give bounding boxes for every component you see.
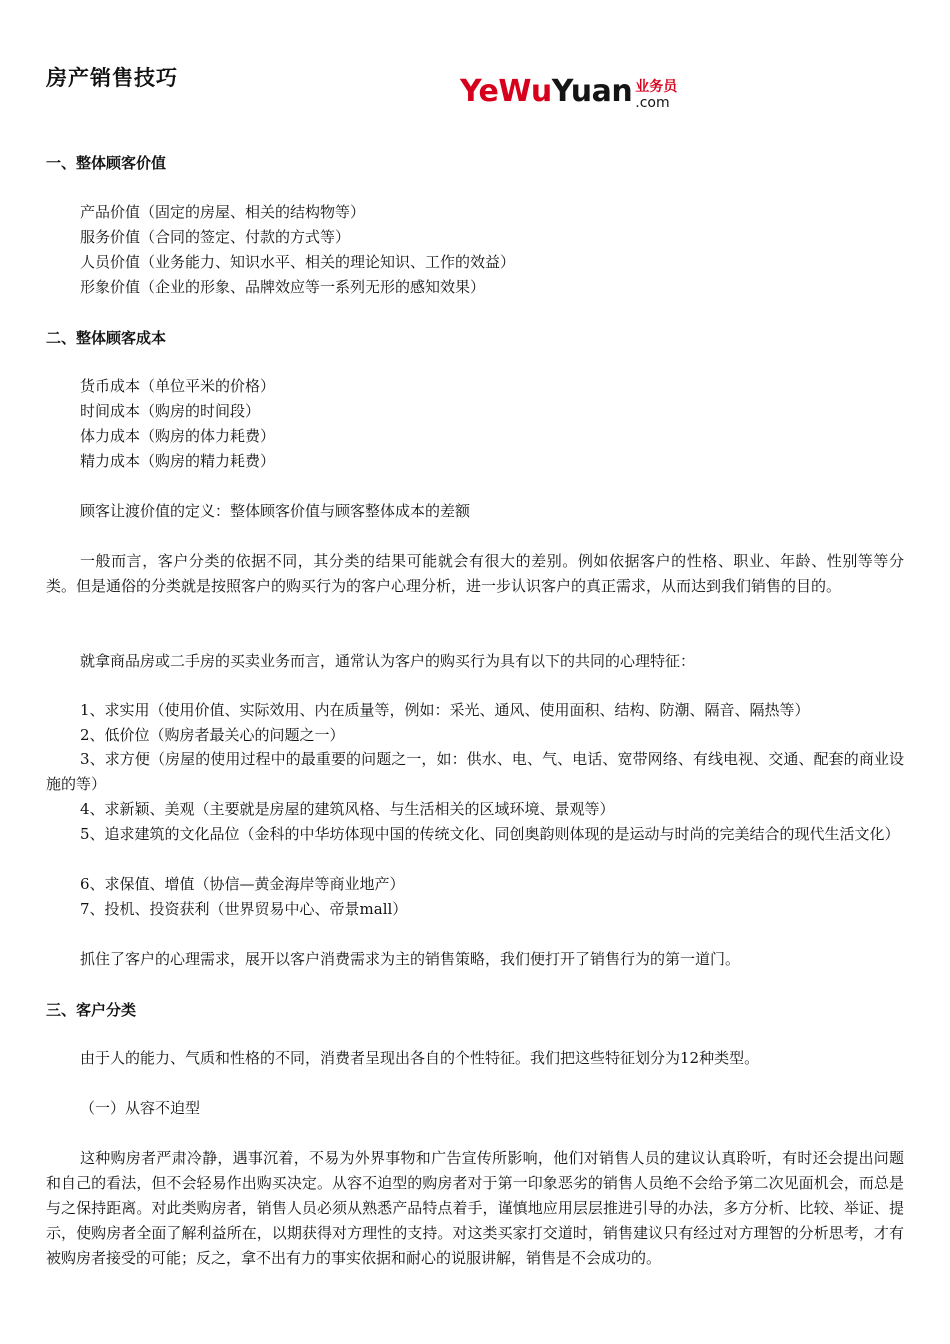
subheading-1: （一）从容不迫型 <box>80 1099 201 1117</box>
list-item: 1、求实用（使用价值、实际效用、内在质量等，例如：采光、通风、使用面积、结构、防潮、隔音、隔热等） <box>80 701 810 719</box>
logo-side <box>635 79 677 111</box>
value-item: 产品价值（固定的房屋、相关的结构物等） <box>80 203 366 221</box>
definition-text: 顾客让渡价值的定义：整体顾客价值与顾客整体成本的差额 <box>80 502 471 520</box>
logo-wordmark <box>460 74 632 110</box>
list-item: 7、投机、投资获利（世界贸易中心、帝景mall） <box>80 900 408 918</box>
page-title: 房产销售技巧 <box>46 66 178 90</box>
value-item: 形象价值（企业的形象、品牌效应等一系列无形的感知效果） <box>80 278 486 296</box>
value-item: 人员价值（业务能力、知识水平、相关的理论知识、工作的效益） <box>80 253 516 271</box>
paragraph-intro: 由于人的能力、气质和性格的不同，消费者呈现出各自的个性特征。我们把这些特征划分为12种类型。 <box>80 1049 760 1067</box>
yewuyuan-logo <box>460 74 677 118</box>
paragraph-classification: 一般而言，客户分类的依据不同，其分类的结果可能就会有很大的差别。例如依据客户的性格、职业、年龄、性别等等分类。但是通俗的分类就是按照客户的购买行为的客户心理分析，进一步认识客户的真正需求，从而达到我们销售的目的。 <box>46 552 904 595</box>
list-item: 3、求方便（房屋的使用过程中的最重要的问题之一，如：供水、电、气、电话、宽带网络、有线电视、交通、配套的商业设施的等） <box>46 750 904 793</box>
section-heading-1: 一、整体顾客价值 <box>46 154 167 172</box>
section-heading-3: 三、客户分类 <box>46 1001 137 1019</box>
paragraph-psychology: 就拿商品房或二手房的买卖业务而言，通常认为客户的购买行为具有以下的共同的心理特征： <box>80 652 696 670</box>
cost-item: 体力成本（购房的体力耗费） <box>80 427 276 445</box>
logo-com: .com <box>635 95 670 111</box>
list-item: 4、求新颖、美观（主要就是房屋的建筑风格、与生活相关的区域环境、景观等） <box>80 800 615 818</box>
value-item: 服务价值（合同的签定、付款的方式等） <box>80 228 351 246</box>
logo-text-b: Yuan <box>551 74 633 109</box>
logo-text-a: YeWu <box>460 74 552 109</box>
cost-item: 时间成本（购房的时间段） <box>80 402 261 420</box>
list-item: 6、求保值、增值（协信—黄金海岸等商业地产） <box>80 875 405 893</box>
paragraph-type-1: 这种购房者严肃冷静，遇事沉着，不易为外界事物和广告宣传所影响，他们对销售人员的建议认真聆听，有时还会提出问题和自己的看法，但不会轻易作出购买决定。从容不迫型的购房者对于第一印象恶劣的销售人员绝不会给予第二次见面机会，而总是与之保持距离。对此类购房者，销售人员必须从熟悉产品特点着手，谨慎地应用层层推进引导的办法，多方分析、比较、举证、提示，使购房者全面了解利益所在，以期获得对方理性的支持。对这类买家打交道时，销售建议只有经过对方理智的分析思考，才有被购房者接受的可能；反之，拿不出有力的事实依据和耐心的说服讲解，销售是不会成功的。 <box>46 1149 904 1267</box>
cost-item: 货币成本（单位平米的价格） <box>80 377 276 395</box>
list-item: 5、追求建筑的文化品位（金科的中华坊体现中国的传统文化、同创奥韵则体现的是运动与时尚的完美结合的现代生活文化） <box>80 825 900 843</box>
cost-item: 精力成本（购房的精力耗费） <box>80 452 276 470</box>
logo-cn: 业务员 <box>635 79 678 95</box>
paragraph-strategy: 抓住了客户的心理需求，展开以客户消费需求为主的销售策略，我们便打开了销售行为的第一道门。 <box>80 950 741 968</box>
section-heading-2: 二、整体顾客成本 <box>46 329 167 347</box>
list-item: 2、低价位（购房者最关心的问题之一） <box>80 726 345 744</box>
